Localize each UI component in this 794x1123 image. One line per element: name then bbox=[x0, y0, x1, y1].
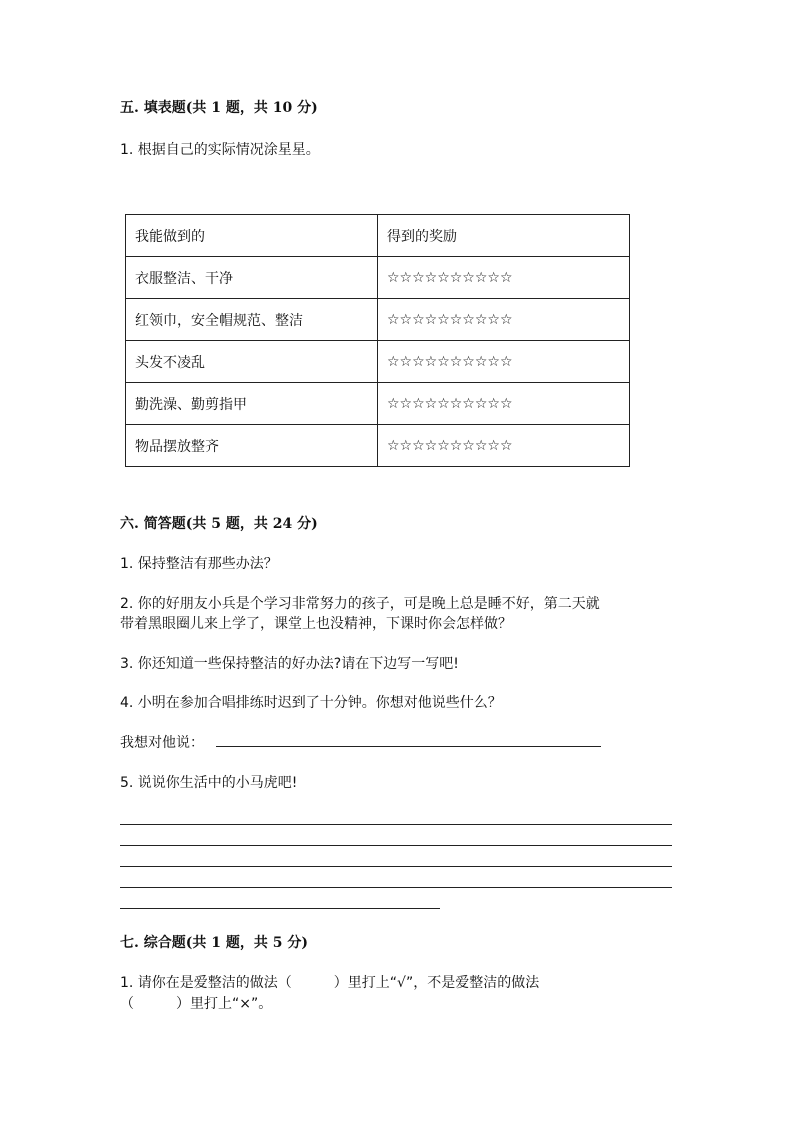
star-rating-table bbox=[125, 214, 630, 467]
table-row bbox=[126, 383, 630, 425]
section-7-question-1-line-2: （ ）里打上“×”。 bbox=[120, 996, 273, 1012]
section-6-question-4: 4. 小明在参加合唱排练时迟到了十分钟。你想对他说些什么？ bbox=[120, 695, 502, 711]
table-cell-item: 物品摆放整齐 bbox=[126, 425, 378, 467]
table-cell-item: 红领巾，安全帽规范、整洁 bbox=[126, 299, 378, 341]
table-cell-item: 衣服整洁、干净 bbox=[126, 257, 378, 299]
table-cell-stars: ☆☆☆☆☆☆☆☆☆☆ bbox=[378, 299, 630, 341]
answer-line[interactable] bbox=[120, 845, 672, 846]
section-6-question-2-line-1: 2. 你的好朋友小兵是个学习非常努力的孩子，可是晚上总是睡不好，第二天就 bbox=[120, 596, 600, 612]
answer-line[interactable] bbox=[120, 887, 672, 888]
section-6-heading: 六. 简答题(共 5 题，共 24 分) bbox=[120, 516, 318, 532]
table-cell-stars: ☆☆☆☆☆☆☆☆☆☆ bbox=[378, 425, 630, 467]
table-cell-stars: ☆☆☆☆☆☆☆☆☆☆ bbox=[378, 341, 630, 383]
table-cell-stars: ☆☆☆☆☆☆☆☆☆☆ bbox=[378, 383, 630, 425]
answer-line[interactable] bbox=[120, 866, 672, 867]
table-cell-stars: ☆☆☆☆☆☆☆☆☆☆ bbox=[378, 257, 630, 299]
table-cell-item: 勤洗澡、勤剪指甲 bbox=[126, 383, 378, 425]
section-6-question-2-line-2: 带着黑眼圈儿来上学了，课堂上也没精神，下课时你会怎样做？ bbox=[120, 616, 512, 632]
answer-line[interactable] bbox=[216, 746, 601, 747]
section-7-question-1-line-1: 1. 请你在是爱整洁的做法（ ）里打上“√”，不是爱整洁的做法 bbox=[120, 975, 540, 991]
answer-prompt: 我想对他说： bbox=[120, 735, 204, 751]
table-header-row bbox=[126, 215, 630, 257]
section-7-heading: 七. 综合题(共 1 题，共 5 分) bbox=[120, 935, 308, 951]
answer-line[interactable] bbox=[120, 908, 440, 909]
table-header-cell: 我能做到的 bbox=[126, 215, 378, 257]
section-6-question-3: 3. 你还知道一些保持整洁的好办法?请在下边写一写吧! bbox=[120, 656, 459, 672]
table-row bbox=[126, 425, 630, 467]
table-row bbox=[126, 257, 630, 299]
table-header-cell: 得到的奖励 bbox=[378, 215, 630, 257]
section-5-heading: 五. 填表题(共 1 题，共 10 分) bbox=[120, 100, 318, 116]
table-row bbox=[126, 299, 630, 341]
table-row bbox=[126, 341, 630, 383]
section-6-question-5: 5. 说说你生活中的小马虎吧! bbox=[120, 775, 298, 791]
table-cell-item: 头发不凌乱 bbox=[126, 341, 378, 383]
section-5-question-1: 1. 根据自己的实际情况涂星星。 bbox=[120, 142, 320, 158]
section-6-question-1: 1. 保持整洁有那些办法？ bbox=[120, 556, 278, 572]
answer-line[interactable] bbox=[120, 824, 672, 825]
